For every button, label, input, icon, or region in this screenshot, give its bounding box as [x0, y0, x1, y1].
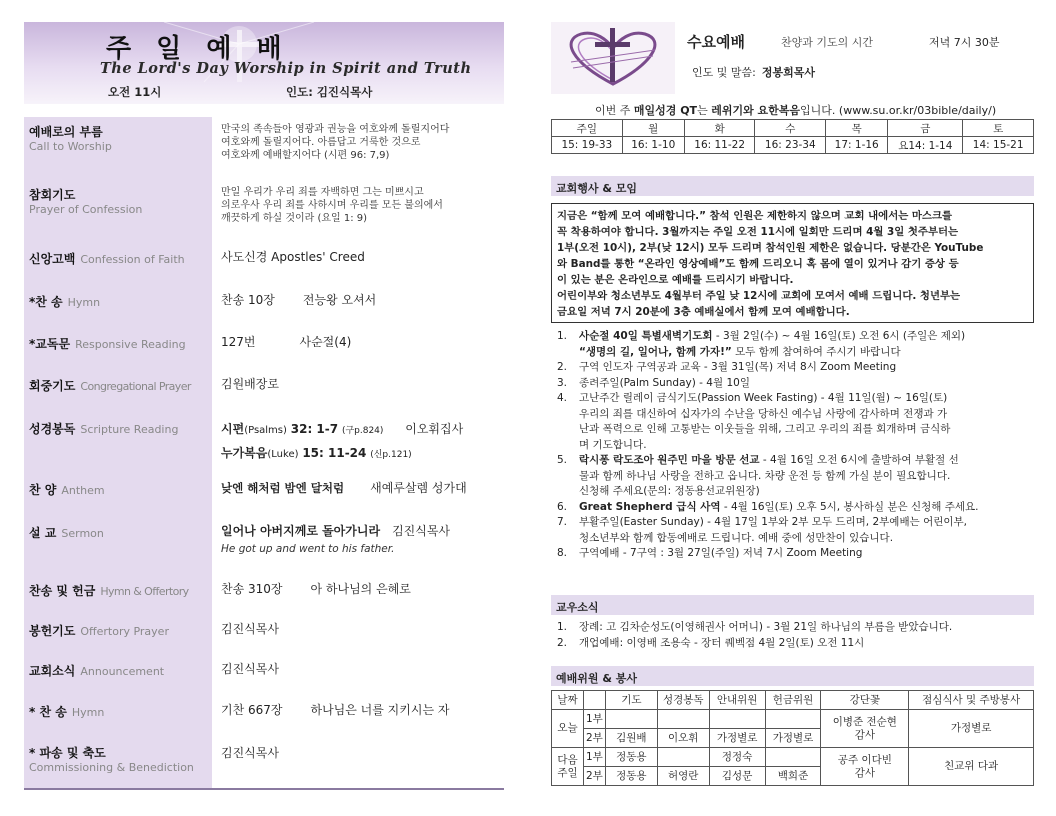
scripture-ref: 32: 1-7 [290, 422, 339, 436]
item-text: 고난주간 릴레이 금식기도(Passion Week Fasting) - 4월 11일(월) ~ 16일(토) [579, 392, 948, 404]
serve-col-header: 점심식사 및 주방봉사 [909, 691, 1034, 710]
order-english: Prayer of Confession [29, 203, 143, 216]
ref-cell: 16: 23-34 [755, 137, 826, 154]
order-title: 예배로의 부름 [29, 125, 103, 139]
order-text-2: 새예루살렘 성가대 [370, 481, 467, 495]
serve-col-header: 안내위원 [709, 691, 765, 710]
scripture-page: (구p.824) [341, 426, 384, 436]
item-number: 8. [557, 547, 568, 559]
order-text: 찬송 10장 [221, 293, 275, 307]
sermon-title-english: He got up and went to his father. [221, 543, 395, 555]
item-text: 부활주일(Easter Sunday) - 4월 17일 1부와 2부 모두 드리며, 2부예배는 어린이부, [579, 516, 967, 528]
scripture-page: (신p.121) [370, 450, 412, 460]
sunday-leader: 인도: 김진식목사 [286, 85, 373, 99]
serve-lunch-today: 가정별로 [909, 710, 1034, 748]
serve-cell: 가정별로 [765, 729, 821, 748]
order-title: *교독문 [29, 337, 71, 351]
serve-flower-next: 공주 이다빈 감사 [821, 748, 909, 786]
order-title: 찬 양 [29, 483, 57, 497]
item-text: 구역 인도자 구역공과 교육 - 3월 31일(목) 저녁 8시 Zoom Meeting [579, 361, 897, 373]
item-number: 2. [557, 636, 568, 649]
order-english: Responsive Reading [75, 338, 186, 351]
order-title: 신앙고백 [29, 252, 76, 266]
wednesday-leader-label: 인도 및 말씀: [692, 66, 756, 79]
event-item [551, 329, 1034, 360]
item-number: 6. [557, 500, 568, 513]
serve-header-row [552, 691, 1034, 710]
order-title: *찬 송 [29, 295, 63, 309]
serve-col-header: 강단꽃 [821, 691, 909, 710]
item-number: 1. [557, 330, 568, 342]
order-text: 기찬 667장 [221, 703, 283, 717]
serve-table [551, 690, 1034, 786]
order-bottom-rule [24, 788, 504, 790]
day-cell: 목 [826, 120, 888, 137]
notice-line: 이 있는 분은 온라인으로 예배를 드리시기 바랍니다. [557, 274, 794, 286]
event-item [551, 453, 1034, 500]
scripture-book-eng: (Psalms) [244, 425, 287, 436]
ref-cell: 16: 11-22 [684, 137, 755, 154]
item-text: - 4월 16일 오전 6시에 출발하여 부활절 선 [759, 454, 959, 466]
item-text: 우리의 죄를 대신하여 십자가의 수난을 당하신 예수님 사랑에 감사하며 전쟁과 가 [579, 407, 948, 420]
item-text: 신청해 주세요(문의: 정동용선교위원장) [579, 485, 760, 497]
order-title: 성경봉독 [29, 422, 76, 436]
serve-cell: 김원배 [605, 729, 657, 748]
order-english: Hymn & Offertory [100, 585, 189, 598]
serve-col-header: 헌금위원 [765, 691, 821, 710]
order-title: 회중기도 [29, 379, 76, 393]
order-english: Scripture Reading [80, 423, 179, 436]
sermon-title: 일어나 아버지께로 돌아가니라 [221, 524, 381, 538]
scripture-reading-2 [221, 442, 501, 466]
order-title: 봉헌기도 [29, 624, 76, 638]
item-text: 구역예배 - 7구역 : 3월 27일(주일) 저녁 7시 Zoom Meeting [579, 547, 863, 559]
order-text: 127번 [221, 335, 256, 349]
order-text-2: 사순절(4) [299, 335, 352, 349]
item-number: 7. [557, 516, 568, 528]
wednesday-title: 수요예배 [687, 33, 745, 51]
notice-line: 와 Band를 통한 “온라인 영상예배”도 함께 드리오니 혹 몸에 열이 있거나 감기 증상 등 [557, 258, 959, 270]
serve-part: 2부 [583, 729, 605, 748]
order-text: 김진식목사 [221, 662, 279, 676]
item-text: - 4월 16일(토) 오후 5시, 봉사하실 분은 신청해 주세요. [720, 500, 979, 513]
ref-cell: 17: 1-16 [826, 137, 888, 154]
event-item [551, 515, 1034, 546]
order-title: 교회소식 [29, 664, 76, 678]
order-text-2: 전능왕 오셔서 [302, 293, 377, 307]
order-title: * 찬 송 [29, 705, 67, 719]
scripture-book: 시편 [221, 422, 245, 436]
item-text: 난과 폭력으로 인해 고통받는 이웃들을 위해, 그리고 우리의 죄를 회개하며 금식하 [579, 423, 951, 435]
event-item [551, 546, 1034, 562]
order-text: 김진식목사 [221, 622, 279, 636]
event-item [551, 391, 1034, 453]
order-text-2: 하나님은 너를 지키시는 자 [310, 703, 450, 717]
day-cell: 토 [963, 120, 1034, 137]
order-english: Anthem [61, 484, 105, 497]
daily-bible-table [551, 119, 1034, 154]
wednesday-leader [692, 64, 815, 80]
sunday-subtitle: The Lord's Day Worship in Spirit and Truth [100, 60, 472, 77]
events-heading: 교회행사 & 모임 [551, 176, 1034, 196]
serve-row-today-1 [552, 710, 1034, 729]
serve-flower-today: 이병준 전순현 감사 [821, 710, 909, 748]
member-item [551, 636, 1034, 652]
order-text: 찬송 310장 [221, 582, 283, 596]
notice-line: 꼭 착용하여야 합니다. 3월까지는 주일 오전 11시에 일회만 드리며 4월 3일 첫주부터는 [557, 226, 959, 238]
serve-heading: 예배위원 & 봉사 [551, 666, 1034, 686]
serve-col-header: 기도 [605, 691, 657, 710]
item-title: Great Shepherd 급식 사역 [579, 500, 721, 513]
order-title: 찬송 및 헌금 [29, 584, 96, 598]
daily-bible-line [595, 102, 996, 118]
item-text: - 3월 2일(수) ~ 4월 16일(토) 오전 6시 (주일은 제외) [712, 330, 966, 342]
bible-line-books: 레위기와 요한복음 [711, 104, 801, 117]
order-title: * 파송 및 축도 [29, 746, 106, 760]
wednesday-subtitle: 찬양과 기도의 시간 [781, 36, 874, 49]
item-number: 1. [557, 621, 568, 633]
serve-cell: 김성문 [709, 767, 765, 786]
serve-cell: 정동용 [605, 767, 657, 786]
events-list [551, 329, 1034, 562]
serve-cell: 백희준 [765, 767, 821, 786]
serve-cell: 이오휘 [657, 729, 709, 748]
day-cell: 수 [755, 120, 826, 137]
serve-date-today: 오늘 [552, 710, 584, 748]
order-label-column [24, 117, 212, 789]
order-english: Commissioning & Benediction [29, 761, 194, 774]
sunday-time: 오전 11시 [108, 85, 162, 99]
serve-date-next: 다음 주일 [552, 748, 584, 786]
notice-line: 지금은 “함께 모여 예배합니다.” 참석 인원은 제한하지 않으며 교회 내에서는 마스크를 [557, 210, 953, 222]
order-title: 참회기도 [29, 188, 76, 202]
item-number: 5. [557, 454, 568, 466]
order-text: 김원배장로 [221, 377, 279, 391]
order-text: 낮엔 해처럼 밤엔 달처럼 [221, 481, 345, 495]
scripture-ref: 15: 11-24 [302, 446, 367, 460]
heart-cross-logo [551, 22, 675, 94]
serve-cell: 허영란 [657, 767, 709, 786]
bible-line-text: 이번 주 [595, 104, 634, 117]
serve-cell [657, 748, 709, 767]
order-english: Sermon [61, 527, 104, 540]
scripture-reader: 이오휘집사 [405, 422, 464, 436]
bible-refs-row [552, 137, 1034, 154]
serve-col-header: 성경봉독 [657, 691, 709, 710]
ref-cell: 16: 1-10 [622, 137, 684, 154]
item-number: 4. [557, 392, 568, 404]
order-text: 사도신경 Apostles' Creed [221, 250, 365, 264]
order-english: Congregational Prayer [80, 380, 191, 393]
order-text-2: 아 하나님의 은혜로 [310, 582, 411, 596]
order-of-worship [24, 117, 504, 789]
members-heading: 교우소식 [551, 595, 1034, 615]
event-item [551, 360, 1034, 376]
item-text: 물과 함께 하나님 사랑을 전하고 옵니다. 차량 운전 등 함께 가실 분이 필요합니다. [579, 469, 951, 482]
order-english: Announcement [80, 665, 165, 678]
item-title: 락시퐁 락도조아 원주민 마을 방문 선교 [579, 454, 760, 466]
scripture-reading-1 [221, 418, 501, 442]
order-english: Call to Worship [29, 140, 112, 153]
bible-days-row [552, 120, 1034, 137]
serve-part: 1부 [583, 710, 605, 729]
scripture-book-eng: (Luke) [267, 449, 299, 460]
serve-row-next-1 [552, 748, 1034, 767]
order-english: Hymn [71, 706, 105, 719]
notice-line: 1부(오전 10시), 2부(낮 12시) 모두 드리며 참석인원 제한은 없습니다. 당분간은 YouTube [557, 242, 984, 254]
item-number: 2. [557, 361, 568, 373]
day-cell: 월 [622, 120, 684, 137]
member-item [551, 620, 1034, 636]
item-text: 모두 함께 참여하여 주시기 바랍니다 [731, 345, 901, 358]
ref-cell: 15: 19-33 [552, 137, 623, 154]
item-text: 며 기도합니다. [579, 438, 647, 451]
day-cell: 주일 [552, 120, 623, 137]
day-cell: 금 [888, 120, 963, 137]
serve-lunch-next: 친교위 다과 [909, 748, 1034, 786]
bible-line-url: 입니다. (www.su.or.kr/03bible/daily/) [800, 104, 997, 117]
serve-cell: 정동용 [605, 748, 657, 767]
order-english: Confession of Faith [80, 253, 185, 266]
serve-cell: 가정별로 [709, 729, 765, 748]
ref-cell: 14: 15-21 [963, 137, 1034, 154]
bible-line-qt: 매일성경 QT [633, 104, 698, 117]
day-cell: 화 [684, 120, 755, 137]
wednesday-time: 저녁 7시 30분 [929, 36, 1000, 49]
event-item [551, 376, 1034, 392]
worship-notice-box [551, 203, 1034, 323]
notice-line: 어린이부와 청소년부도 4월부터 주일 낮 12시에 교회에 모여서 예배 드립니다. 청년부는 [557, 290, 961, 302]
order-text: 만일 우리가 우리 죄를 자백하면 그는 미쁘시고 의로우사 우리 죄를 사하시며 우리를 모든 불의에서 깨끗하게 하실 것이라 (요일 1: 9) [221, 187, 443, 224]
order-text: 만국의 족속들아 영광과 권능을 여호와께 돌릴지어다 여호와께 돌릴지어다. 아름답고 거룩한 것으로 여호와께 예배할지어다 (시편 96: 7,9) [221, 124, 450, 161]
sermon-preacher: 김진식목사 [392, 524, 451, 538]
serve-cell [605, 710, 657, 729]
bible-line-text: 는 [697, 104, 712, 117]
item-text: 장례: 고 김차순성도(이영해권사 어머니) - 3월 21일 하나님의 부름을 받았습니다. [579, 621, 953, 633]
item-number: 3. [557, 376, 568, 389]
item-title: 사순절 40일 특별새벽기도회 [579, 330, 713, 342]
order-english: Hymn [67, 296, 101, 309]
serve-cell: 정정숙 [709, 748, 765, 767]
sunday-worship-panel [24, 22, 504, 774]
serve-cell [709, 710, 765, 729]
sunday-header [24, 22, 504, 104]
item-text: 청소년부와 함께 합동예배로 드립니다. 예배 중에 성만찬이 있습니다. [579, 531, 894, 544]
serve-cell [765, 710, 821, 729]
order-title: 설 교 [29, 526, 57, 540]
serve-part: 2부 [583, 767, 605, 786]
sunday-title: 주 일 예 배 [106, 34, 290, 64]
order-english: Offertory Prayer [80, 625, 169, 638]
item-text: 개업예배: 이영배 조용숙 - 장터 퀘벡점 4월 2일(토) 오전 11시 [579, 636, 865, 649]
serve-part: 1부 [583, 748, 605, 767]
notice-line: 금요일 저녁 7시 20분에 3층 예배실에서 함께 모여 예배합니다. [557, 306, 850, 318]
members-list [551, 620, 1034, 651]
event-item [551, 500, 1034, 516]
item-slogan: “생명의 길, 일어나, 함께 가자!” [579, 345, 732, 358]
serve-col-header: 날짜 [552, 691, 584, 710]
serve-cell [765, 748, 821, 767]
serve-col-header [583, 691, 605, 710]
ref-cell: 요14: 1-14 [888, 137, 963, 154]
scripture-book: 누가복음 [221, 446, 268, 460]
serve-cell [657, 710, 709, 729]
wednesday-leader-name: 정봉희목사 [761, 66, 815, 79]
item-text: 종려주일(Palm Sunday) - 4월 10일 [579, 376, 750, 389]
order-text: 김진식목사 [221, 746, 279, 760]
